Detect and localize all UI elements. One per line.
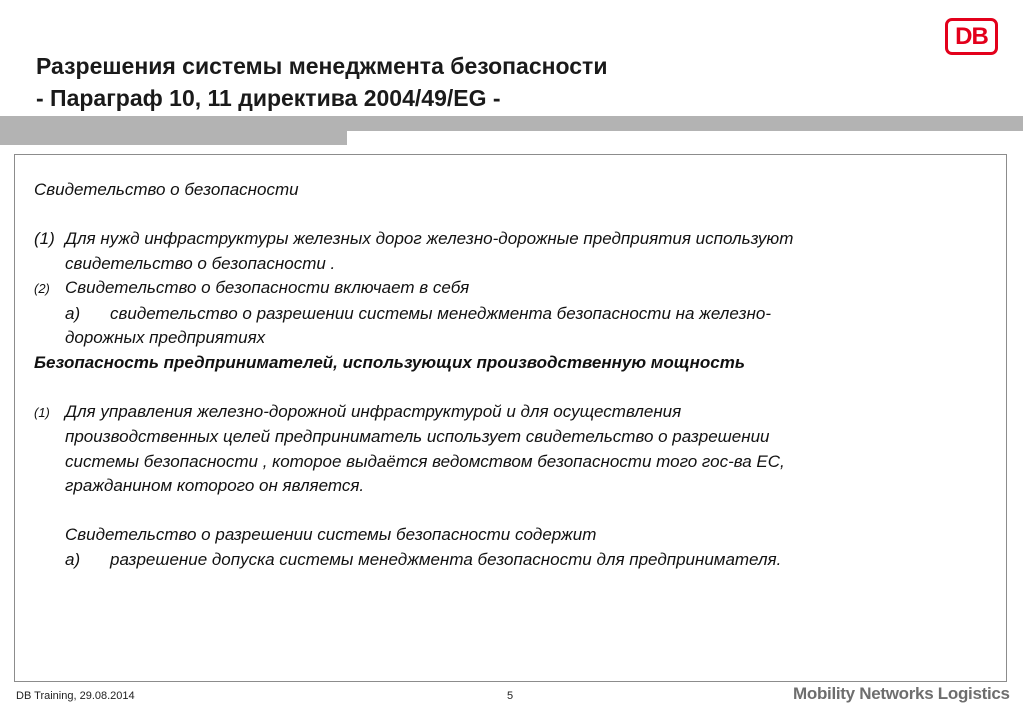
item-text-continued: производственных целей предприниматель использует свидетельство о разрешении bbox=[65, 427, 770, 446]
section-heading-certificate: Свидетельство о безопасности bbox=[34, 180, 299, 199]
content-text bbox=[34, 178, 994, 572]
item-4-text: Свидетельство о разрешении системы безопасности содержит bbox=[65, 525, 597, 544]
item-text: Свидетельство о безопасности включает в себя bbox=[65, 278, 470, 297]
sub-item-text-continued: дорожных предприятиях bbox=[65, 328, 266, 347]
header-band-accent bbox=[0, 131, 347, 145]
list-item-1 bbox=[34, 227, 994, 252]
item-number: (2) bbox=[34, 281, 50, 296]
section-heading-entrepreneurs: Безопасность предпринимателей, использующих производственную мощность bbox=[34, 352, 745, 372]
sub-item-a bbox=[34, 548, 994, 573]
page-number: 5 bbox=[507, 690, 514, 702]
list-item-3 bbox=[34, 400, 994, 426]
title-line-1: Разрешения системы менеджмента безопасности bbox=[36, 53, 608, 79]
slide-title bbox=[36, 50, 607, 114]
item-text-continued: свидетельство о безопасности . bbox=[65, 253, 336, 273]
item-number: (1) bbox=[34, 229, 55, 248]
header-band bbox=[0, 116, 1023, 131]
footer-date: DB Training, 29.08.2014 bbox=[16, 690, 135, 702]
item-text-continued: гражданином которого он является. bbox=[65, 476, 365, 495]
brand-tagline: Mobility Networks Logistics bbox=[793, 684, 1010, 703]
sub-item-letter: a) bbox=[65, 549, 81, 569]
content-box bbox=[14, 154, 1007, 682]
item-text: Для управления железно-дорожной инфраструктурой и для осуществления bbox=[65, 401, 682, 421]
list-item-2 bbox=[34, 276, 994, 302]
item-text: Для нужд инфраструктуры железных дорог железно-дорожные предприятия используют bbox=[65, 229, 794, 248]
title-line-2: - Параграф 10, 11 директива 2004/49/EG - bbox=[36, 85, 501, 111]
db-logo: DB bbox=[945, 18, 998, 55]
sub-item-a bbox=[34, 302, 994, 327]
sub-item-letter: a) bbox=[65, 303, 81, 323]
item-text-continued: системы безопасности , которое выдаётся ведомством безопасности того гос-ва ЕС, bbox=[65, 451, 785, 471]
sub-item-text: разрешение допуска системы менеджмента безопасности для предпринимателя. bbox=[110, 549, 782, 569]
item-number: (1) bbox=[34, 404, 50, 420]
sub-item-text: свидетельство о разрешении системы менеджмента безопасности на железно- bbox=[110, 303, 771, 323]
